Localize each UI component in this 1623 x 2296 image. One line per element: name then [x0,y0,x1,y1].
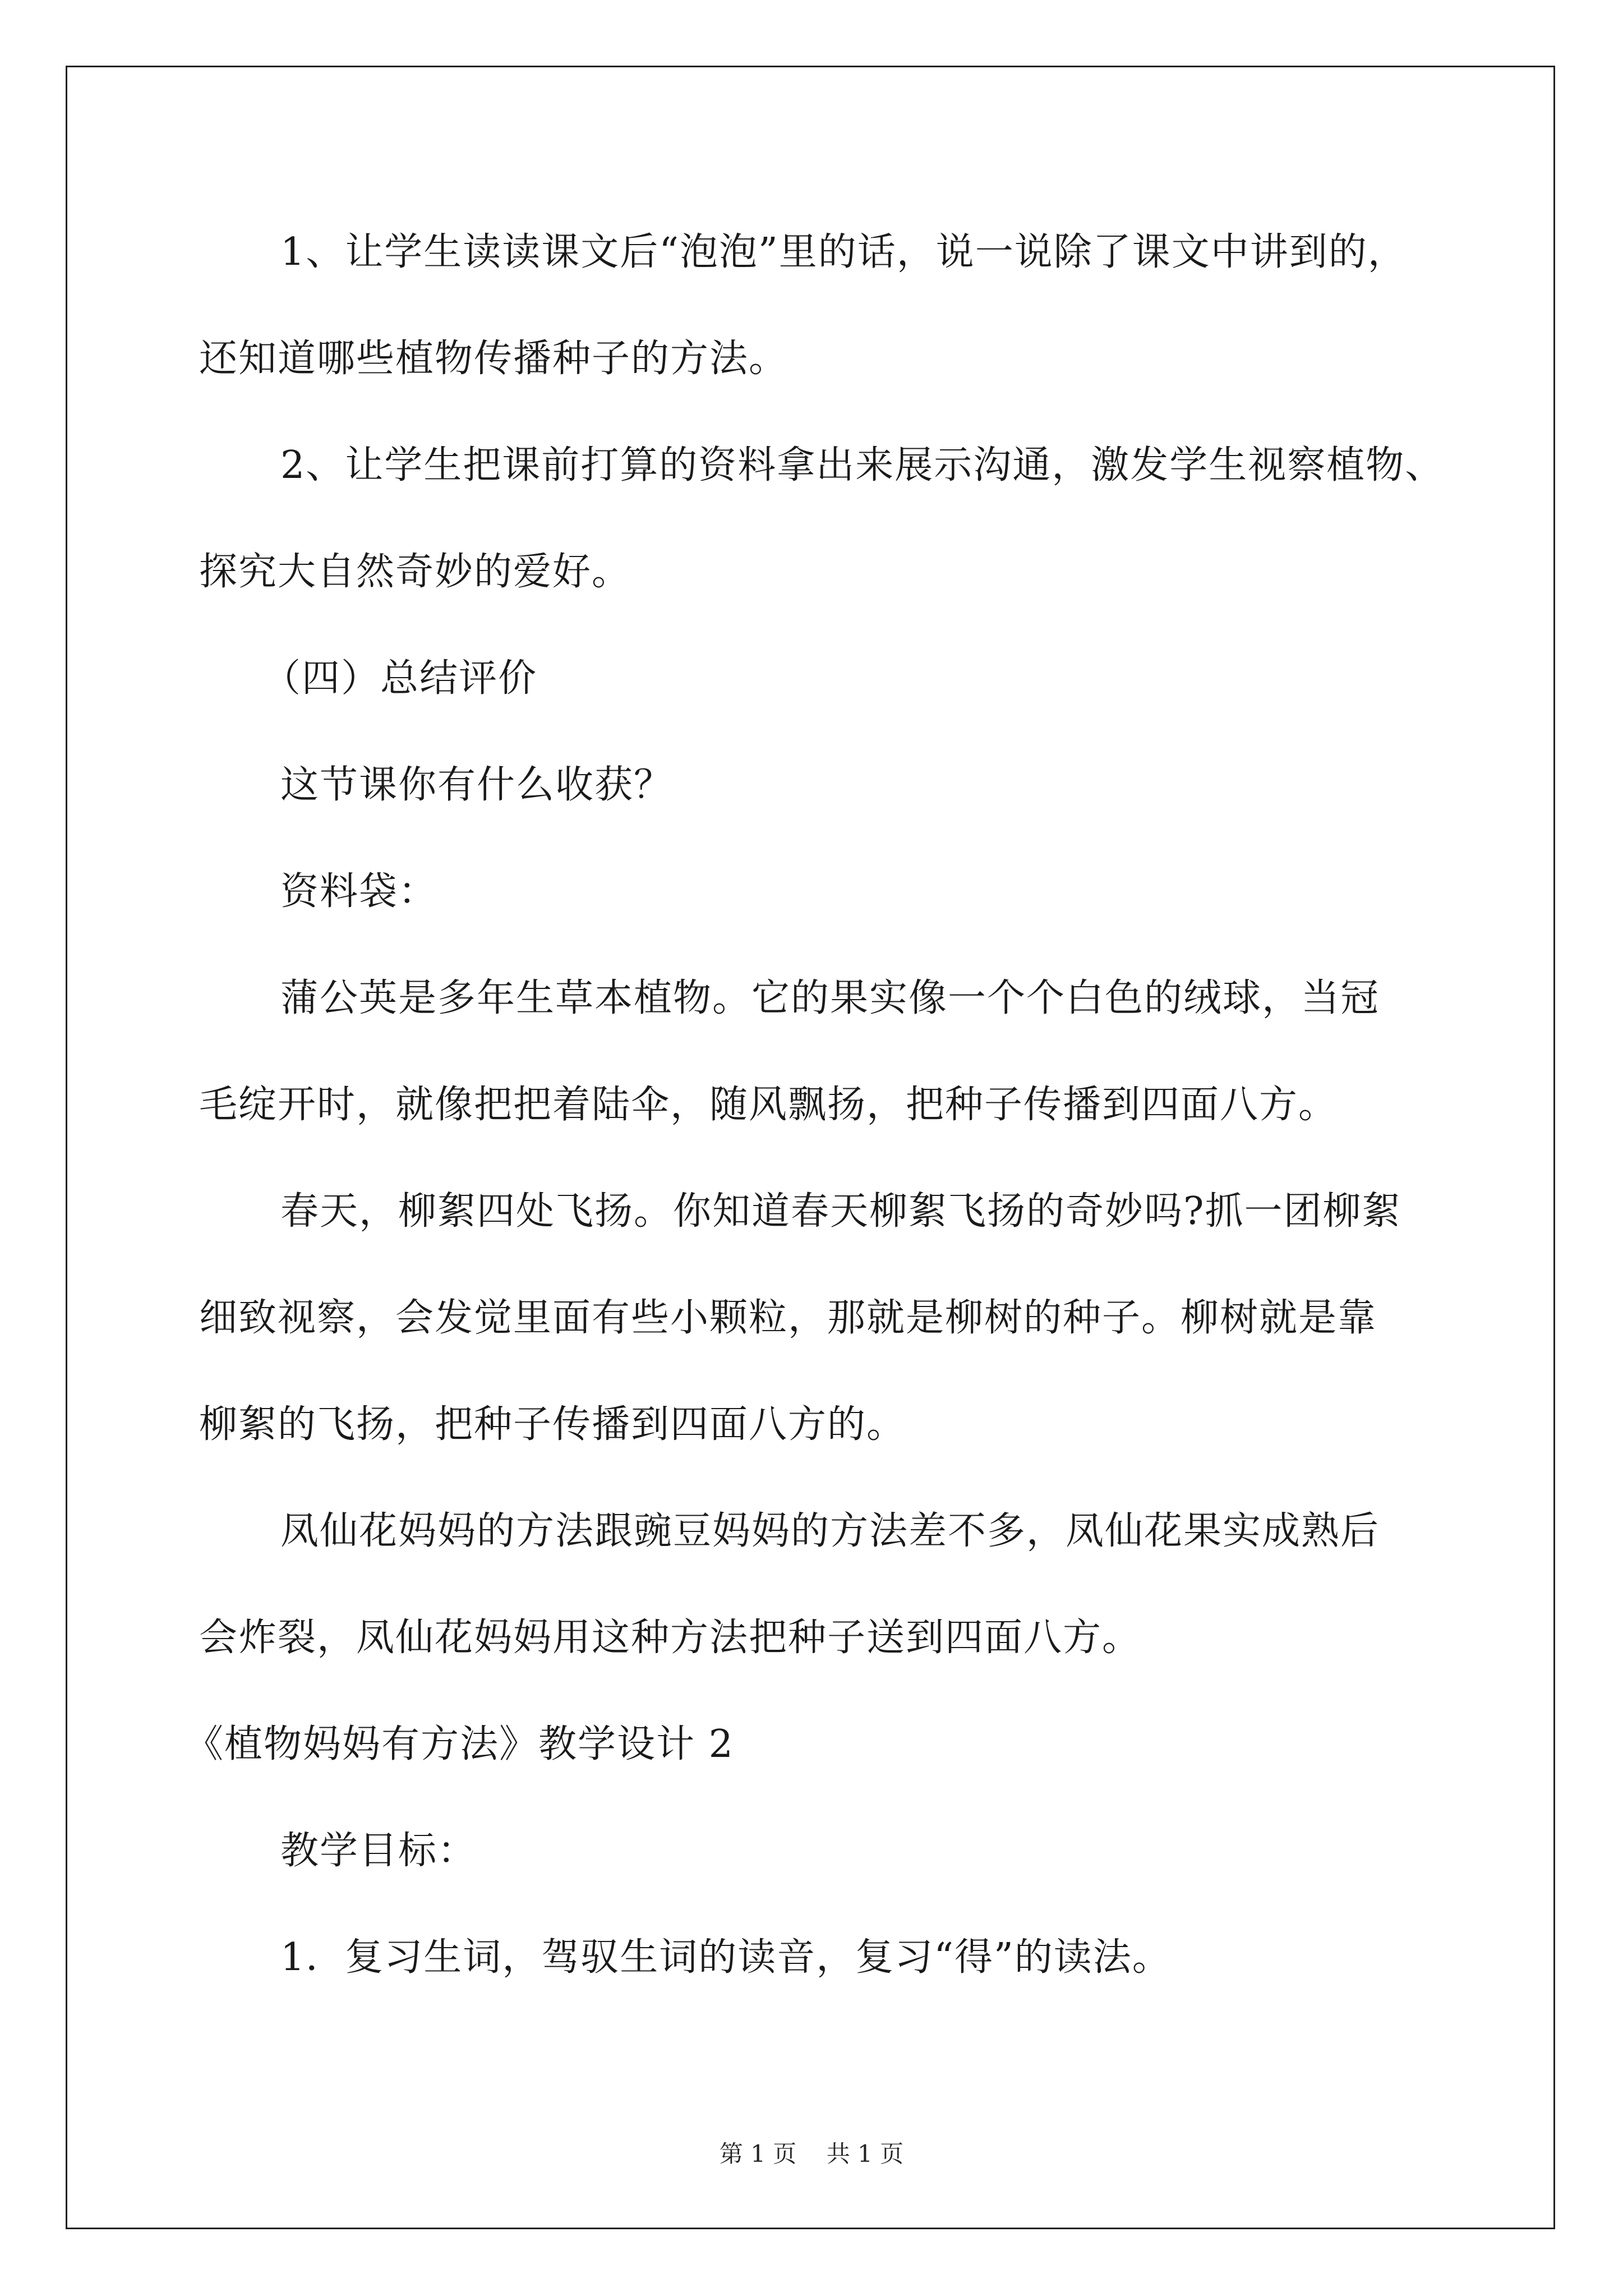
paragraph-2-line-2: 探究大自然奇妙的爱好。 [199,550,631,594]
page-footer: 第 1 页 共 1 页 [719,2140,904,2168]
teaching-goal-1: 1．复习生词，驾驭生词的读音，复习“得”的读法。 [280,1935,1172,1980]
question-line: 这节课你有什么收获？ [280,763,674,807]
paragraph-1-line-2: 还知道哪些植物传播种子的方法。 [199,337,789,381]
paragraph-2-line-1: 2、让学生把课前打算的资料拿出来展示沟通，激发学生视察植物、 [280,443,1445,487]
section-heading-summary: （四）总结评价 [262,656,538,701]
paragraph-3-line-2: 毛绽开时，就像把把着陆伞，随风飘扬，把种子传播到四面八方。 [199,1083,1338,1127]
document-section-title: 《植物妈妈有方法》教学设计 2 [185,1722,734,1766]
paragraph-4-line-2: 细致视察，会发觉里面有些小颗粒，那就是柳树的种子。柳树就是靠 [199,1296,1377,1340]
resource-bag-label: 资料袋： [280,869,438,914]
paragraph-3-line-1: 蒲公英是多年生草本植物。它的果实像一个个白色的绒球，当冠 [280,976,1380,1020]
paragraph-4-line-1: 春天，柳絮四处飞扬。你知道春天柳絮飞扬的奇妙吗?抓一团柳絮 [280,1189,1401,1234]
teaching-goals-label: 教学目标： [280,1829,477,1873]
paragraph-5-line-2: 会炸裂，凤仙花妈妈用这种方法把种子送到四面八方。 [199,1616,1142,1660]
paragraph-4-line-3: 柳絮的飞扬，把种子传播到四面八方的。 [199,1402,906,1447]
paragraph-5-line-1: 凤仙花妈妈的方法跟豌豆妈妈的方法差不多，凤仙花果实成熟后 [280,1509,1380,1553]
paragraph-1-line-1: 1、让学生读读课文后“泡泡”里的话，说一说除了课文中讲到的， [280,230,1407,274]
page-border [66,66,1555,2229]
